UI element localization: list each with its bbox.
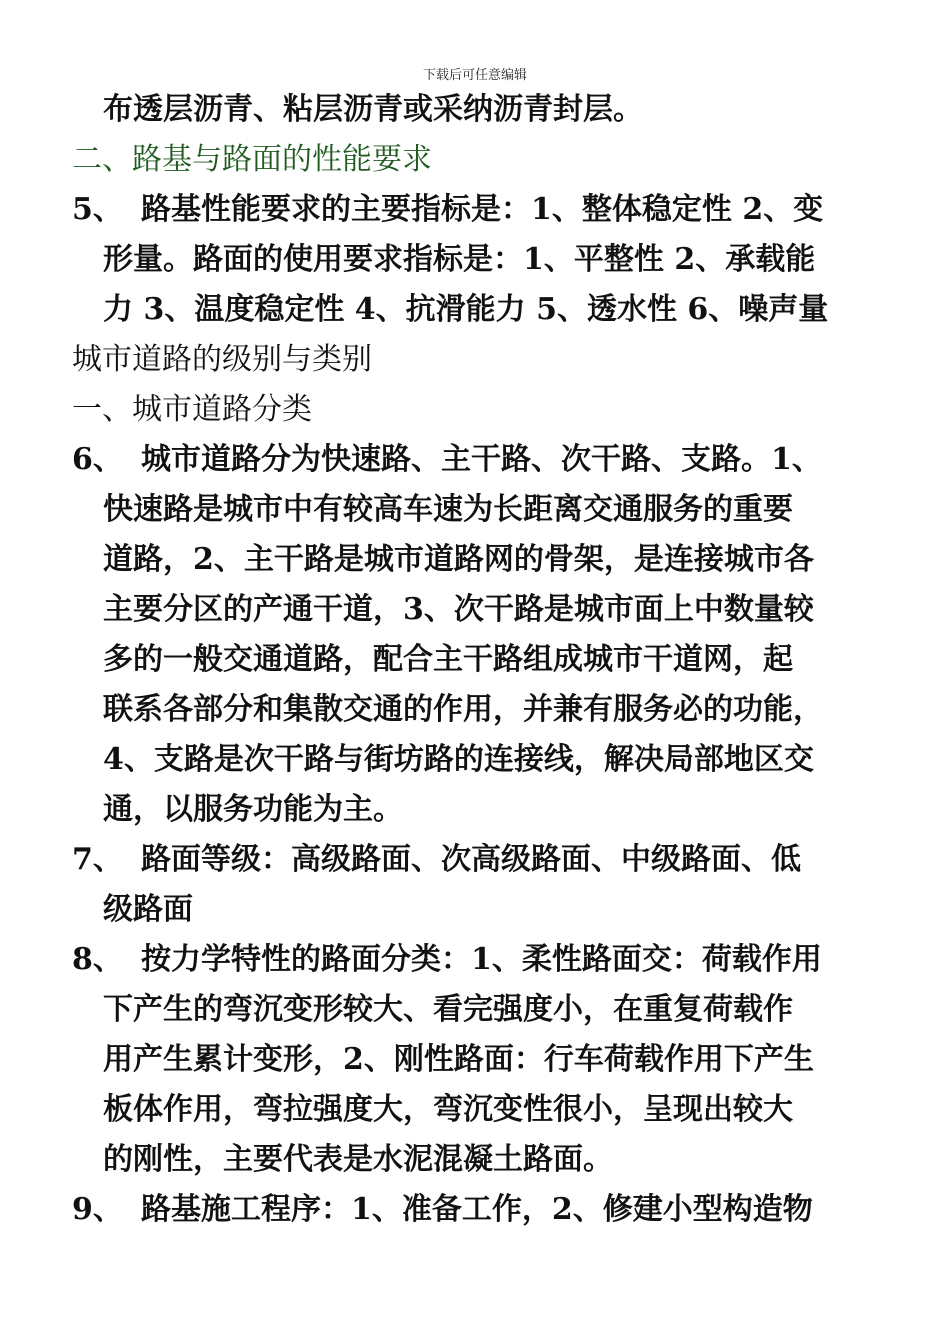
item-number: 7、 — [72, 842, 123, 877]
text-line: 力 3、温度稳定性 4、抗滑能力 5、透水性 6、噪声量 — [103, 292, 829, 327]
text-line: 级路面 — [103, 892, 193, 927]
text-line: 通，以服务功能为主。 — [103, 792, 403, 827]
item-number: 6、 — [72, 442, 123, 477]
text-line: 形量。路面的使用要求指标是：1、平整性 2、承载能 — [103, 242, 816, 277]
text-line: 多的一般交通道路，配合主干路组成城市干道网，起 — [103, 642, 793, 677]
text-line: 4、支路是次干路与街坊路的连接线，解决局部地区交 — [103, 742, 814, 777]
item-number: 8、 — [72, 942, 123, 977]
item-number: 5、 — [72, 192, 123, 227]
text-line: 的刚性，主要代表是水泥混凝土路面。 — [103, 1142, 613, 1177]
page-header: 下载后可任意编辑 — [422, 68, 527, 83]
text-line: 联系各部分和集散交通的作用，并兼有服务必的功能， — [103, 692, 823, 727]
text-line: 路基施工程序：1、准备工作，2、修建小型构造物 — [141, 1192, 813, 1227]
text-line: 下产生的弯沉变形较大、看完强度小，在重复荷载作 — [103, 992, 793, 1027]
text-line: 快速路是城市中有较高车速为长距离交通服务的重要 — [103, 492, 793, 527]
text-line: 板体作用，弯拉强度大，弯沉变性很小，呈现出较大 — [103, 1092, 793, 1127]
text-line: 用产生累计变形，2、刚性路面：行车荷载作用下产生 — [103, 1042, 814, 1077]
text-line: 路面等级：高级路面、次高级路面、中级路面、低 — [141, 842, 801, 877]
item-number: 9、 — [72, 1192, 123, 1227]
text-line: 路基性能要求的主要指标是：1、整体稳定性 2、变 — [141, 192, 824, 227]
text-line: 主要分区的产通干道，3、次干路是城市面上中数量较 — [103, 592, 814, 627]
text-line: 道路，2、主干路是城市道路网的骨架，是连接城市各 — [103, 542, 814, 577]
chapter-heading: 城市道路的级别与类别 — [72, 342, 372, 377]
text-line: 布透层沥青、粘层沥青或采纳沥青封层。 — [103, 92, 643, 127]
text-line: 城市道路分为快速路、主干路、次干路、支路。1、 — [141, 442, 822, 477]
section-heading: 二、路基与路面的性能要求 — [72, 142, 432, 177]
section-heading: 一、城市道路分类 — [72, 392, 312, 427]
text-line: 按力学特性的路面分类：1、柔性路面交：荷载作用 — [141, 942, 822, 977]
